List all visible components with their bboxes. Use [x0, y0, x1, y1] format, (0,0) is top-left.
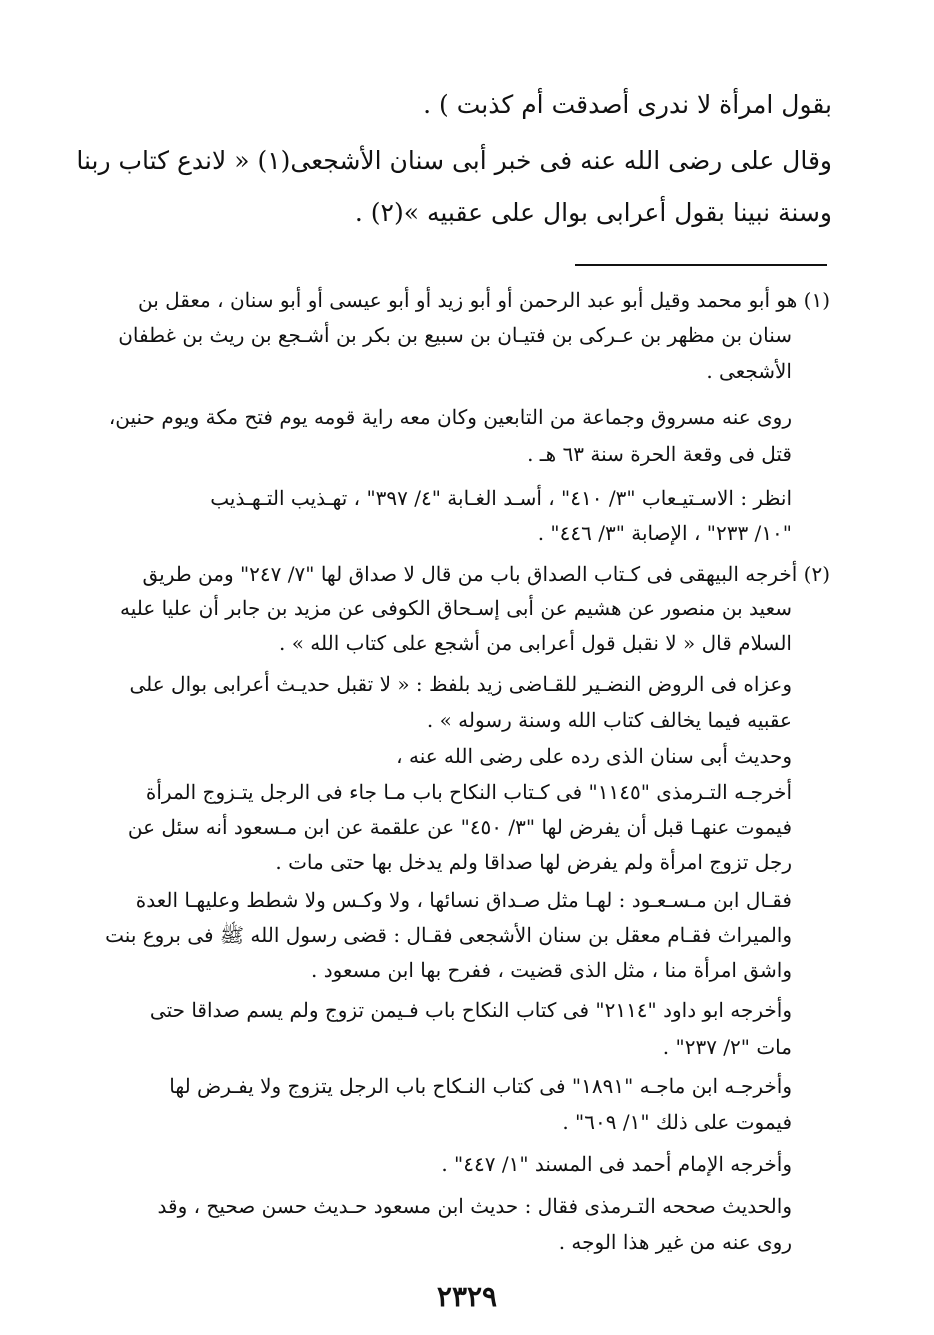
footnote-2-line: أخرجـه التـرمذى "١١٤٥" فى كـتاب النكاح باب مـا جاء فى الرجل يتـزوج المرأة — [145, 780, 792, 804]
footnote-separator — [575, 264, 827, 266]
footnote-2-line: روى عنه من غير هذا الوجه . — [558, 1230, 792, 1254]
footnote-1-line: سنان بن مظهر بن عـركى بن فتيـان بن سبيع بن بكر بن أشـجع بن ريث بن غطفان — [118, 323, 792, 347]
footnote-2-line: وعزاه فى الروض النضـير للقـاضى زيد بلفظ : « لا تقبل حديـث أعرابى بوال على — [129, 672, 792, 696]
footnote-2-line: رجل تزوج امرأة ولم يفرض لها صداقا ولم يدخل بها حتى مات . — [275, 850, 792, 874]
footnote-2-line: (٢) أخرجه البيهقى فى كـتاب الصداق باب من قال لا صداق لها "٧/ ٢٤٧" ومن طريق — [142, 562, 830, 586]
footnote-1-line: "١٠/ ٢٣٣" ، الإصابة "٣/ ٤٤٦" . — [537, 521, 792, 545]
footnote-2-line: فيموت على ذلك "١/ ٦٠٩" . — [562, 1110, 792, 1134]
footnote-2-line: والميراث فقـام معقل بن سنان الأشجعى فقـال : قضى رسول الله ﷺ فى بروع بنت — [105, 923, 792, 947]
footnote-1-line: (١) هو أبو محمد وقيل أبو عبد الرحمن أو أبو زيد أو أبو عيسى أو أبو سنان ، معقل بن — [138, 288, 830, 312]
footnote-1-line: الأشجعى . — [706, 359, 792, 383]
footnote-2-line: وأخرجه الإمام أحمد فى المسند "١/ ٤٤٧" . — [441, 1152, 792, 1176]
footnote-2-line: وأخرجه ابو داود "٢١١٤" فى كتاب النكاح باب فـيمن تزوج ولم يسم صداقا حتى — [149, 998, 792, 1022]
footnote-2-line: والحديث صححه التـرمذى فقال : حديث ابن مسعود حـديث حسن صحيح ، وقد — [157, 1194, 792, 1218]
footnote-2-line: السلام قال « لا نقبل قول أعرابى من أشجع على كتاب الله » . — [279, 631, 792, 655]
footnote-2-line: وحديث أبى سنان الذى رده على رضى الله عنه ، — [396, 744, 792, 768]
main-text-line: وقال على رضى الله عنه فى خبر أبى سنان الأشجعى(١) « لاندع كتاب ربنا — [76, 146, 832, 175]
footnote-2-line: واشق امرأة منا ، مثل الذى قضيت ، ففرح بها ابن مسعود . — [311, 958, 792, 982]
main-text-line: بقول امرأة لا ندرى أصدقت أم كذبت ) . — [423, 90, 832, 119]
footnote-2-line: وأخرجـه ابن ماجـه "١٨٩١" فى كتاب النـكاح باب الرجل يتزوج ولا يفـرض لها — [169, 1074, 792, 1098]
footnote-1-line: قتل فى وقعة الحرة سنة ٦٣ هـ . — [527, 442, 792, 466]
footnote-2-line: مات "٢/ ٢٣٧" . — [662, 1035, 792, 1059]
page-number: ٢٣٢٩ — [436, 1280, 498, 1313]
footnote-2-line: سعيد بن منصور عن هشيم عن أبى إسـحاق الكوفى عن مزيد بن جابر أن عليا عليه — [119, 596, 792, 620]
footnote-1-line: انظر : الاسـتيـعاب "٣/ ٤١٠" ، أسـد الغـابة "٤/ ٣٩٧" ، تهـذيب التـهـذيب — [210, 486, 792, 510]
main-text-line: وسنة نبينا بقول أعرابى بوال على عقبيه »(٢) . — [354, 198, 832, 227]
footnote-1-line: روى عنه مسروق وجماعة من التابعين وكان معه راية قومه يوم فتح مكة ويوم حنين، — [108, 405, 792, 429]
footnote-2-line: فيموت عنهـا قبل أن يفرض لها "٣/ ٤٥٠" عن علقمة عن ابن مـسعود أنه سئل عن — [127, 815, 792, 839]
footnote-2-line: فقـال ابن مـسـعـود : لهـا مثل صـداق نسائها ، ولا وكـس ولا شطط وعليهـا العدة — [135, 888, 792, 912]
footnote-2-line: عقبيه فيما يخالف كتاب الله وسنة رسوله » . — [426, 708, 792, 732]
